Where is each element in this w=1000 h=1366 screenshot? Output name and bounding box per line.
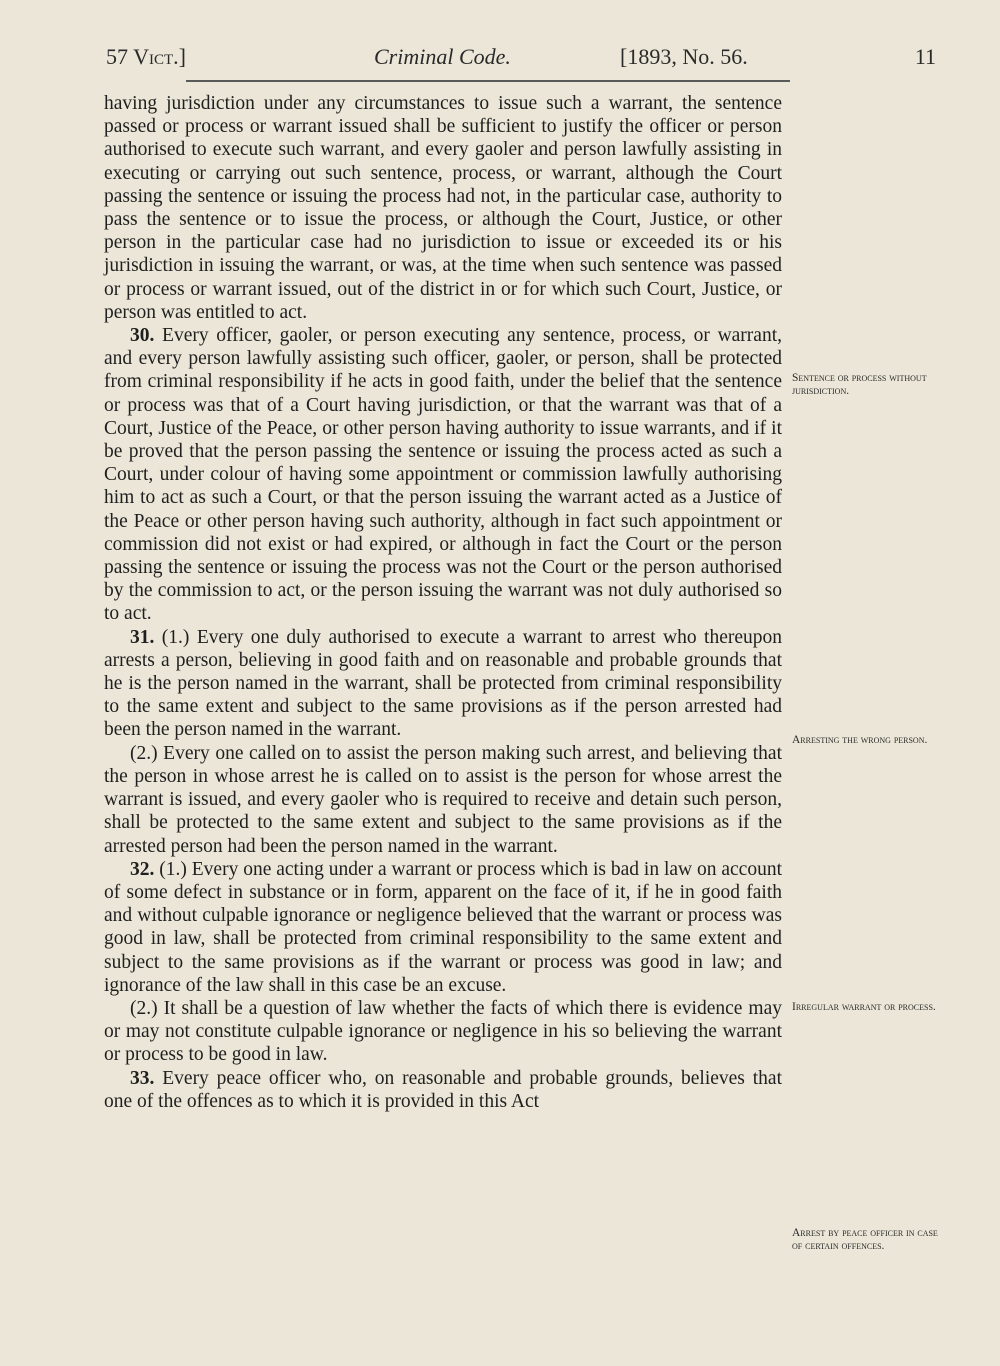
margin-note-section-31: Arresting the wrong person. [792,734,928,746]
header-rule [186,80,790,82]
header-regnal-year: 57 Vict.] [106,44,186,69]
section-32-2 [104,997,782,1067]
margin-note-section-32: Irregular warrant or process. [792,1001,936,1013]
section-32-1 [104,858,782,997]
paragraph-text: (1.) Every one acting under a warrant or process which is bad in law on account of some defect in substance or in form, apparent on the face of it, if he in good faith and without culpable ignorance or negligence believed that the warrant or process was good in law, shall be protected from criminal responsibility to the same extent and subject to the same provisions as if the warrant or process was good in law; and ignorance of the law shall in this case be an excuse. [104,858,783,996]
body-text [104,92,782,1113]
paragraph-text: having jurisdiction under any circumstances to issue such a warrant, the sentence passed or process or warrant issued shall be sufficient to justify the officer or person authorised to execute such warrant, and every gaoler and person lawfully assisting in executing or carrying out such sentence, process, or warrant, although the Court passing the sentence or issuing the process had not, in the particular case, authority to pass the sentence or to issue the process, or although the Court, Justice, or other person in the particular case had no jurisdiction to issue or exceeded its or his jurisdiction in issuing the warrant, or was, at the time when such sentence was passed or process or warrant issued, out of the district in or for which such Court, Justice, or person was entitled to act. [104,93,782,323]
section-31-2 [104,742,782,858]
paragraph-text: (2.) Every one called on to assist the person making such arrest, and believing that the person in whose arrest he is called on to assist is the person for whose arrest the warrant is issued, and every gaoler who is required to receive and detain such person, shall be protected to the same extent and subject to the same provisions as if the arrested person had been the person named in the warrant. [104,742,782,857]
section-30 [104,324,782,626]
page-number: 11 [914,44,936,69]
section-number: 30. [130,325,155,347]
running-header [106,44,940,78]
header-act-number: [1893, No. 56. [620,44,748,69]
section-number: 33. [130,1067,155,1089]
margin-note-section-33: Arrest by peace officer in case of certain offences. [792,1227,938,1252]
paragraph-text: (1.) Every one duly authorised to execute a warrant to arrest who thereupon arrests a person, believing in good faith and on reasonable and probable grounds that he is the person named in the warrant, shall be protected from criminal responsibility to the same extent and subject to the same provisions as if the person arrested had been the person named in the warrant. [104,626,783,741]
paragraph-text: (2.) It shall be a question of law whether the facts of which there is evidence may or may not constitute culpable ignorance or negligence in his so believing the warrant or process to be good in law. [104,997,782,1066]
margin-note-section-30: Sentence or process without jurisdiction. [792,372,927,397]
section-31-1 [104,626,782,742]
paragraph-text: Every officer, gaoler, or person executing any sentence, process, or warrant, and every person lawfully assisting such officer, gaoler, or person, shall be protected from criminal responsibility if he acts in good faith, under the belief that the sentence or process was that of a Court having jurisdiction, or that the warrant was that of a Court, Justice of the Peace, or other person having authority to issue warrants, and if it be proved that the person passing the sentence or issuing the process acted as such a Court, under colour of having some appointment or commission lawfully authorising him to act as such a Court, or that the person issuing the warrant acted as a Justice of the Peace or other person having such authority, although in fact such appointment or commission did not exist or had expired, or although in fact the Court or the person passing the sentence or issuing the process was not the Court or the person authorised by the commission to act, or the person issuing the warrant was not duly authorised so to act. [104,325,782,625]
section-number: 31. [130,626,155,648]
header-act-title: Criminal Code. [374,44,511,69]
paragraph-continuation [104,92,782,324]
section-number: 32. [130,858,155,880]
paragraph-text: Every peace officer who, on reasonable and probable grounds, believes that one of the offences as to which it is provided in this Act [104,1067,783,1112]
section-33 [104,1067,782,1113]
